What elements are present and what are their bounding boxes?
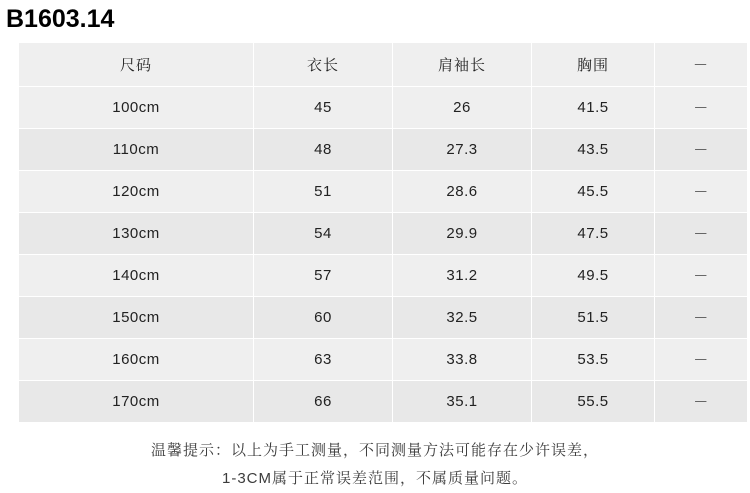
note-line-2: 1-3CM属于正常误差范围，不属质量问题。 [221,470,528,487]
cell-sleeve: 28.6 [393,171,532,213]
measurement-note [0,437,750,493]
cell-bust: 51.5 [532,297,655,339]
table-row [19,255,748,297]
table-header-row [19,43,748,87]
note-line-1: 温馨提示：以上为手工测量，不同测量方法可能存在少许误差， [150,442,599,459]
cell-length: 51 [254,171,393,213]
cell-extra: － [655,213,748,255]
cell-bust: 43.5 [532,129,655,171]
cell-length: 63 [254,339,393,381]
cell-size: 140cm [19,255,254,297]
cell-bust: 53.5 [532,339,655,381]
cell-sleeve: 33.8 [393,339,532,381]
cell-extra: － [655,255,748,297]
cell-size: 130cm [19,213,254,255]
cell-size: 110cm [19,129,254,171]
cell-extra: － [655,87,748,129]
cell-sleeve: 31.2 [393,255,532,297]
size-table-container [0,34,750,423]
cell-length: 60 [254,297,393,339]
cell-sleeve: 29.9 [393,213,532,255]
cell-bust: 49.5 [532,255,655,297]
table-body [19,87,748,423]
table-header [19,43,748,87]
cell-bust: 45.5 [532,171,655,213]
cell-extra: － [655,297,748,339]
cell-size: 100cm [19,87,254,129]
cell-size: 120cm [19,171,254,213]
header-cell-sleeve: 肩袖长 [393,43,532,87]
header-cell-bust: 胸围 [532,43,655,87]
cell-sleeve: 32.5 [393,297,532,339]
cell-bust: 47.5 [532,213,655,255]
table-row [19,381,748,423]
cell-length: 54 [254,213,393,255]
size-table [18,42,748,423]
header-cell-extra: － [655,43,748,87]
cell-extra: － [655,129,748,171]
cell-extra: － [655,339,748,381]
table-row [19,339,748,381]
table-row [19,87,748,129]
cell-size: 170cm [19,381,254,423]
header-cell-length: 衣长 [254,43,393,87]
cell-size: 160cm [19,339,254,381]
cell-extra: － [655,171,748,213]
cell-sleeve: 26 [393,87,532,129]
page-title: B1603.14 [6,5,115,33]
cell-length: 57 [254,255,393,297]
table-row [19,129,748,171]
table-row [19,297,748,339]
cell-extra: － [655,381,748,423]
cell-size: 150cm [19,297,254,339]
header-cell-size: 尺码 [19,43,254,87]
cell-length: 45 [254,87,393,129]
cell-sleeve: 35.1 [393,381,532,423]
cell-bust: 55.5 [532,381,655,423]
table-row [19,171,748,213]
table-row [19,213,748,255]
cell-length: 48 [254,129,393,171]
cell-bust: 41.5 [532,87,655,129]
cell-length: 66 [254,381,393,423]
cell-sleeve: 27.3 [393,129,532,171]
